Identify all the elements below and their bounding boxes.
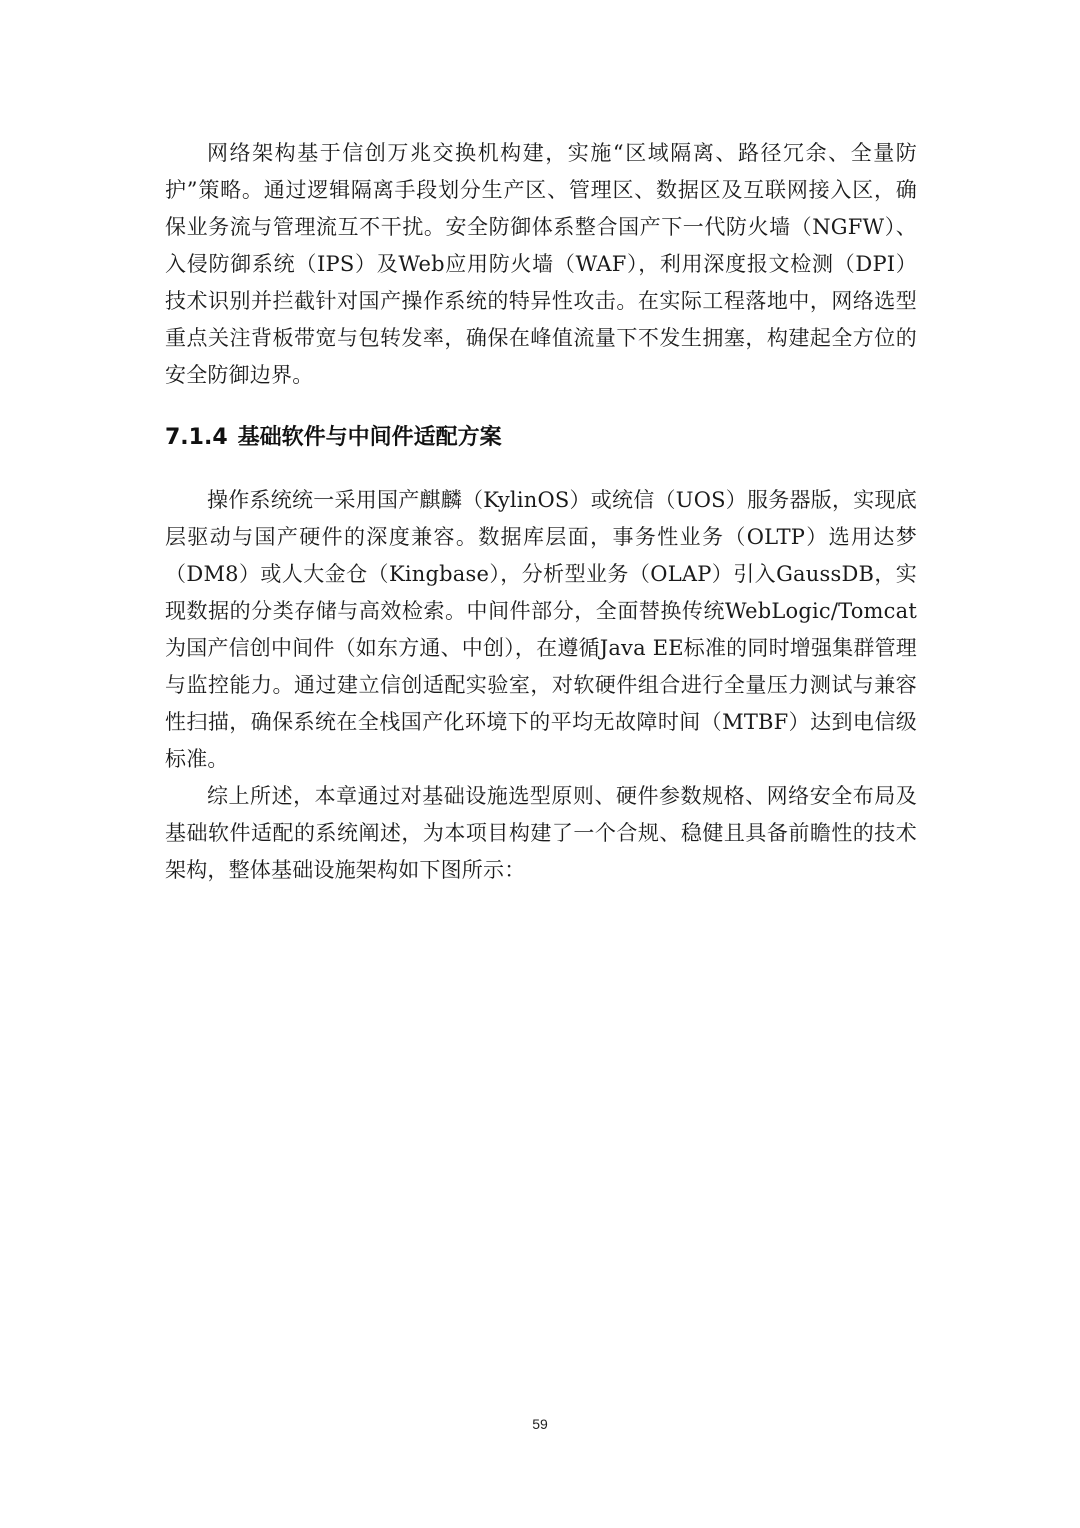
- paragraph-summary: 综上所述，本章通过对基础设施选型原则、硬件参数规格、网络安全布局及基础软件适配的系统阐述，为本项目构建了一个合规、稳健且具备前瞻性的技术架构，整体基础设施架构如下图所示：: [165, 784, 917, 882]
- section-number: 7.1.4: [165, 425, 228, 450]
- section-title: 基础软件与中间件适配方案: [237, 425, 502, 450]
- page-number: 59: [532, 1416, 548, 1432]
- page-content: [165, 135, 917, 889]
- paragraph-software-adaptation: 操作系统统一采用国产麒麟（KylinOS）或统信（UOS）服务器版，实现底层驱动与国产硬件的深度兼容。数据库层面，事务性业务（OLTP）选用达梦（DM8）或人大金仓（Kingbase），分析型业务（OLAP）引入GaussDB，实现数据的分类存储与高效检索。中间件部分，全面替换传统WebLogic/Tomcat为国产信创中间件（如东方通、中创），在遵循Java EE标准的同时增强集群管理与监控能力。通过建立信创适配实验室，对软硬件组合进行全量压力测试与兼容性扫描，确保系统在全栈国产化环境下的平均无故障时间（MTBF）达到电信级标准。: [165, 488, 917, 771]
- paragraph-network-architecture: 网络架构基于信创万兆交换机构建，实施“区域隔离、路径冗余、全量防护”策略。通过逻辑隔离手段划分生产区、管理区、数据区及互联网接入区，确保业务流与管理流互不干扰。安全防御体系整合国产下一代防火墙（NGFW）、入侵防御系统（IPS）及Web应用防火墙（WAF），利用深度报文检测（DPI）技术识别并拦截针对国产操作系统的特异性攻击。在实际工程落地中，网络选型重点关注背板带宽与包转发率，确保在峰值流量下不发生拥塞，构建起全方位的安全防御边界。: [165, 141, 917, 387]
- section-heading-7-1-4: [165, 420, 917, 456]
